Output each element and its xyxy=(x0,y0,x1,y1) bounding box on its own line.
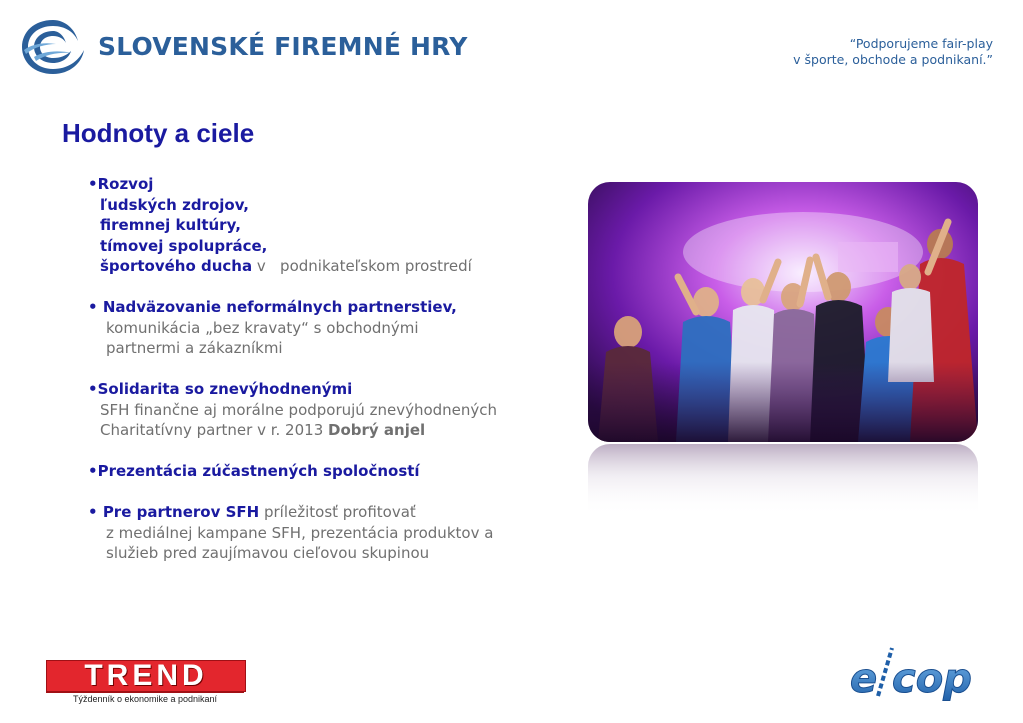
list-item-solidarita xyxy=(88,379,588,400)
solidarita-line-2-bold: Dobrý anjel xyxy=(328,421,426,439)
trend-logo xyxy=(46,660,246,704)
list-item-rozvoj xyxy=(88,174,588,195)
brand-swirl-icon xyxy=(20,16,86,78)
values-list xyxy=(88,174,588,564)
brand-logo xyxy=(20,14,468,84)
partneri-line-2: služieb pred zaujímavou cieľovou skupinou xyxy=(106,544,430,562)
bullet: • xyxy=(88,380,98,398)
solidarita-line-1: SFH finančne aj morálne podporujú znevýhodnených xyxy=(100,400,498,419)
celebration-photo-image xyxy=(588,182,978,442)
rozvoj-heading: Rozvoj xyxy=(97,175,154,193)
bullet: • xyxy=(88,462,98,480)
svg-text:e: e xyxy=(850,656,878,702)
trend-logo-text: TREND xyxy=(84,659,208,692)
list-item-prezentacia xyxy=(88,461,588,482)
bullet: • xyxy=(88,503,98,521)
trend-tagline: Týždenník o ekonomike a podnikaní xyxy=(46,692,244,705)
slogan-line-1: “Podporujeme fair-play xyxy=(849,36,993,51)
list-item-partneri xyxy=(88,502,588,523)
list-item-partnerstva xyxy=(88,297,588,318)
partnerstva-line-1: komunikácia „bez kravaty“ s obchodnými xyxy=(106,318,419,337)
bullet: • xyxy=(88,298,98,316)
reflection-image xyxy=(588,444,978,516)
svg-text:cop: cop xyxy=(892,656,972,702)
partneri-heading-rest: príležitosť profitovať xyxy=(259,503,416,521)
elcop-logo-image xyxy=(848,642,980,708)
brand-name: SLOVENSKÉ FIREMNÉ HRY xyxy=(98,32,468,61)
prezentacia-heading: Prezentácia zúčastnených spoločností xyxy=(97,462,420,480)
rozvoj-line-3: tímovej spolupráce, xyxy=(100,236,268,255)
partnerstva-heading: Nadväzovanie neformálnych partnerstiev, xyxy=(97,298,457,316)
partneri-heading: Pre partnerov SFH xyxy=(97,503,260,521)
partneri-line-1: z mediálnej kampane SFH, prezentácia produktov a xyxy=(106,523,494,542)
event-photo xyxy=(588,182,978,442)
page-title: Hodnoty a ciele xyxy=(62,118,255,148)
solidarita-line-2-prefix: Charitatívny partner v r. 2013 xyxy=(100,421,329,439)
solidarita-heading: Solidarita so znevýhodnenými xyxy=(97,380,353,398)
rozvoj-line-4-bold: športového ducha xyxy=(100,257,253,275)
photo-reflection xyxy=(588,444,978,516)
rozvoj-line-1: ľudských zdrojov, xyxy=(100,195,249,214)
rozvoj-line-4-rest: v podnikateľskom prostredí xyxy=(252,257,472,275)
slogan-line-2: v športe, obchode a podnikaní.” xyxy=(793,52,993,67)
rozvoj-line-2: firemnej kultúry, xyxy=(100,216,241,234)
slogan xyxy=(793,36,993,68)
bullet: • xyxy=(88,175,98,193)
elcop-logo xyxy=(848,642,980,708)
partnerstva-line-2: partnermi a zákazníkmi xyxy=(106,339,283,357)
